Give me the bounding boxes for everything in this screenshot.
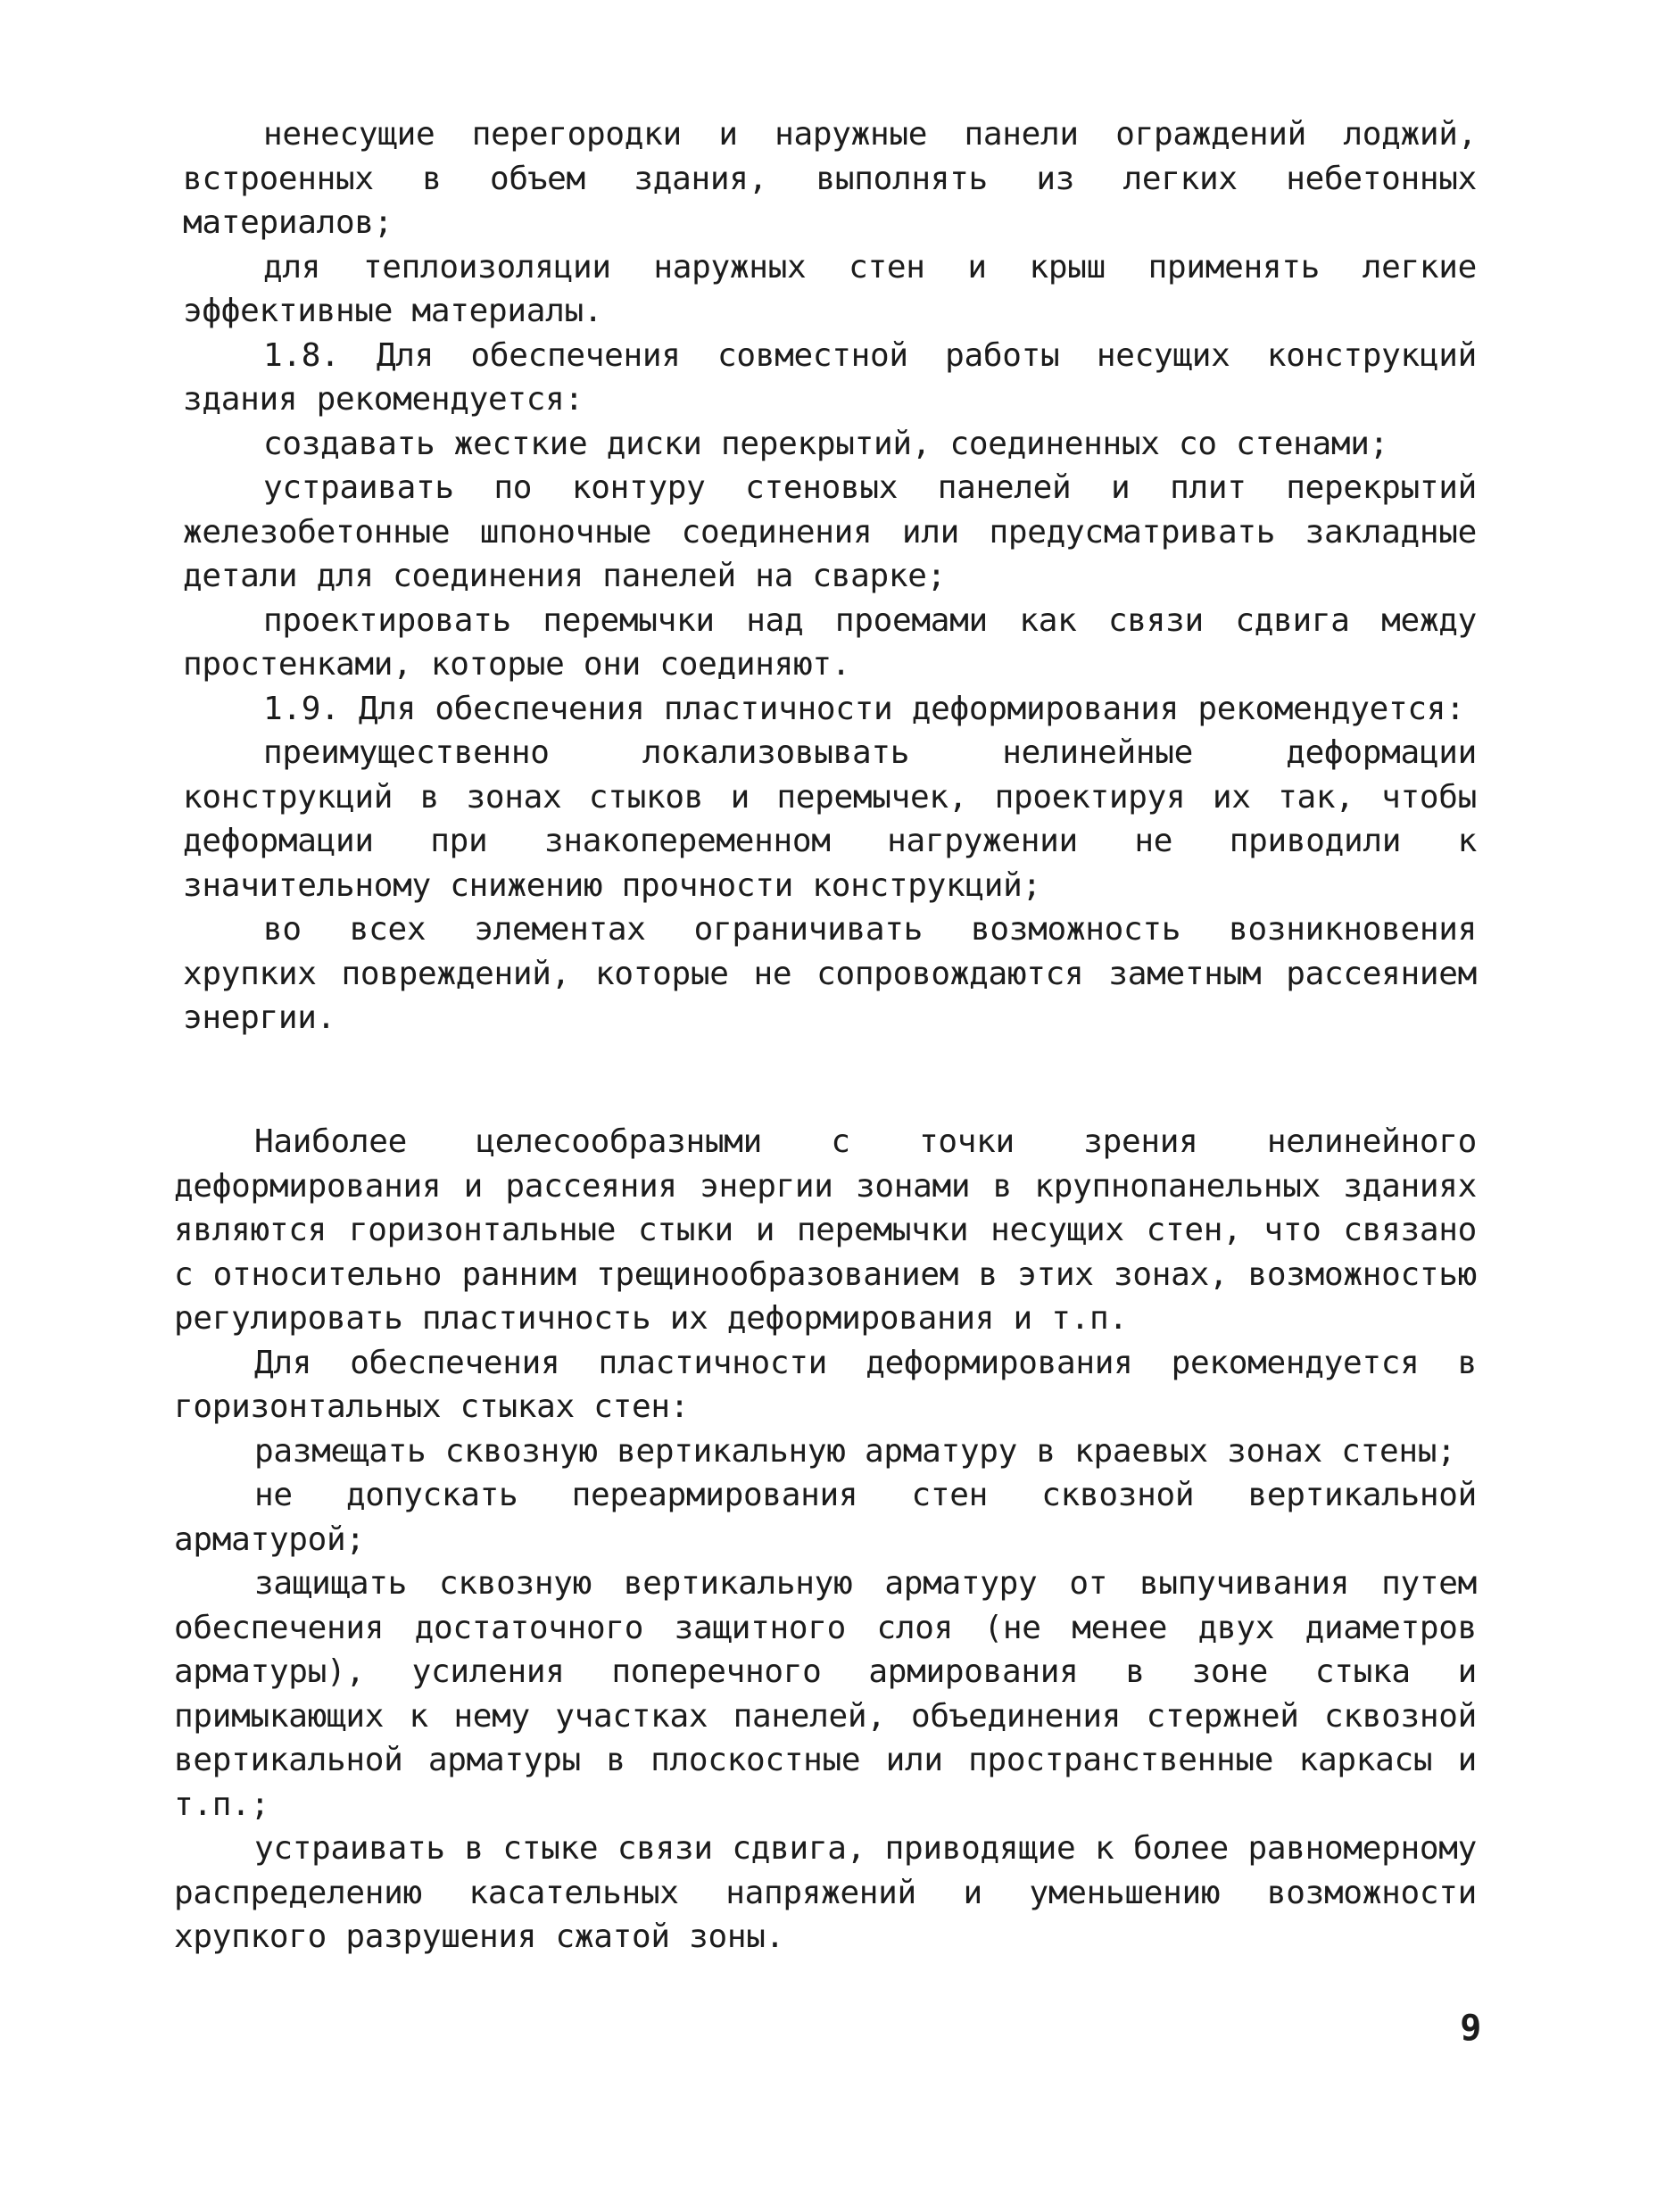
paragraph-lintels: проектировать перемычки над проемами как связи сдвига между простенками, которые они соединяют. xyxy=(183,601,1477,683)
paragraph-shear-keys: устраивать в стыке связи сдвига, приводящие к более равномерному распределению касательных напряжений и уменьшению возможности хрупкого разрушения сжатой зоны. xyxy=(174,1830,1477,1955)
paragraph-buckling-protection: защищать сквозную вертикальную арматуру от выпучивания путем обеспечения достаточного защитного слоя (не менее двух диаметров арматуры), усиления поперечного армирования в зоне стыка и примыкающих к нему участках панелей, объединения стержней сквозной вертикальной арматуры в плоскостные или пространственные каркасы и т.п.; xyxy=(174,1565,1477,1823)
paragraph-1-9: 1.9. Для обеспечения пластичности деформирования рекомендуется: xyxy=(263,690,1465,727)
paragraph-rigid-diaphragms: создавать жесткие диски перекрытий, соединенных со стенами; xyxy=(263,425,1389,462)
paragraph-partitions: ненесущие перегородки и наружные панели ограждений лоджий, встроенных в объем здания, выполнять из легких небетонных материалов; xyxy=(183,116,1477,241)
page-number: 9 xyxy=(1460,2008,1481,2049)
top-text-section xyxy=(183,112,1477,1040)
paragraph-edge-reinforcement: размещать сквозную вертикальную арматуру в краевых зонах стены; xyxy=(254,1432,1456,1470)
paragraph-horizontal-joints: Наиболее целесообразными с точки зрения нелинейного деформирования и рассеяния энергии зонами в крупнопанельных зданиях являются горизонтальные стыки и перемычки несущих стен, что связано с относительно ранним трещинообразованием в этих зонах, возможностью регулировать пластичность их деформирования и т.п. xyxy=(174,1123,1477,1337)
paragraph-1-8: 1.8. Для обеспечения совместной работы несущих конструкций здания рекомендуется: xyxy=(183,336,1477,418)
paragraph-brittle-damage: во всех элементах ограничивать возможность возникновения хрупких повреждений, которые не сопровождаются заметным рассеянием энергии. xyxy=(183,911,1477,1036)
paragraph-over-reinforcement: не допускать переармирования стен сквозной вертикальной арматурой; xyxy=(174,1477,1477,1558)
paragraph-insulation: для теплоизоляции наружных стен и крыш применять легкие эффективные материалы. xyxy=(183,248,1477,329)
paragraph-localize-deformations: преимущественно локализовывать нелинейные деформации конструкций в зонах стыков и перемычек, проектируя их так, чтобы деформации при знакопеременном нагружении не приводили к значительному снижению прочности конструкций; xyxy=(183,734,1477,904)
paragraph-plasticity-recommendation: Для обеспечения пластичности деформирования рекомендуется в горизонтальных стыках стен: xyxy=(174,1344,1477,1425)
paragraph-key-joints: устраивать по контуру стеновых панелей и плит перекрытий железобетонные шпоночные соединения или предусматривать закладные детали для соединения панелей на сварке; xyxy=(183,469,1477,594)
bottom-text-section xyxy=(174,1120,1477,1959)
